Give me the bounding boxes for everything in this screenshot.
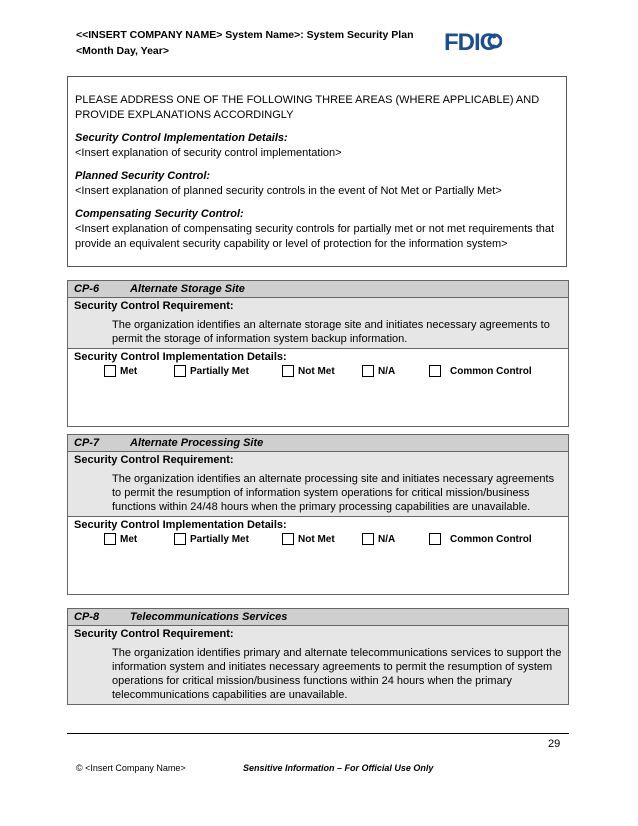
control-name: Alternate Storage Site [130, 283, 245, 295]
requirement-label: Security Control Requirement: [74, 628, 234, 640]
control-table-cp6 [67, 280, 569, 427]
footer-divider [67, 733, 569, 734]
footer-copyright: © <Insert Company Name> [76, 763, 186, 773]
implementation-label: Security Control Implementation Details: [74, 351, 287, 363]
fdic-logo [444, 27, 502, 55]
not-met-checkbox[interactable] [282, 365, 294, 377]
option-not-met[interactable] [282, 533, 335, 545]
option-label: Met [120, 533, 138, 545]
requirement-text: The organization identifies an alternate processing site and initiates necessary agreements to permit the resumption of information system operations for critical mission/business functions within 24/48 hours when the primary processing capabilities are unavailable. [112, 473, 555, 513]
option-label: Not Met [298, 365, 335, 377]
partially-met-checkbox[interactable] [174, 365, 186, 377]
met-checkbox[interactable] [104, 365, 116, 377]
control-table-cp7 [67, 434, 569, 595]
requirement-text: The organization identifies an alternate storage site and initiates necessary agreements to permit the storage of information system backup information. [112, 319, 550, 345]
control-title-bar [68, 281, 568, 298]
implementation-section[interactable] [68, 517, 568, 594]
option-common-control[interactable] [429, 365, 532, 377]
option-na[interactable] [362, 365, 395, 377]
common-control-checkbox[interactable] [429, 533, 441, 545]
impl-placeholder: <Insert explanation of security control implementation> [75, 147, 342, 159]
met-checkbox[interactable] [104, 533, 116, 545]
option-not-met[interactable] [282, 365, 335, 377]
requirement-label: Security Control Requirement: [74, 300, 234, 312]
control-id: CP-8 [74, 611, 100, 623]
option-label: Met [120, 365, 138, 377]
control-id: CP-6 [74, 283, 100, 295]
option-label: Common Control [450, 365, 532, 377]
control-title-bar [68, 435, 568, 452]
control-name: Telecommunications Services [130, 611, 288, 623]
footer-classification: Sensitive Information – For Official Use Only [243, 763, 434, 773]
control-title-bar [68, 609, 568, 626]
not-met-checkbox[interactable] [282, 533, 294, 545]
option-label: Not Met [298, 533, 335, 545]
option-label: Partially Met [190, 533, 249, 545]
requirement-section [68, 626, 568, 704]
partially-met-checkbox[interactable] [174, 533, 186, 545]
na-checkbox[interactable] [362, 365, 374, 377]
requirement-label: Security Control Requirement: [74, 454, 234, 466]
page-number: 29 [548, 738, 561, 750]
option-label: N/A [378, 365, 396, 377]
status-options [74, 364, 562, 380]
requirement-text: The organization identifies primary and alternate telecommunications services to support the information system and initiates necessary agreements to permit the resumption of system operations for critical mission/business functions within 24 hours when the primary telecommunications capabilities are unavailable. [112, 647, 562, 701]
implementation-section[interactable] [68, 349, 568, 426]
status-options [74, 532, 562, 548]
implementation-label: Security Control Implementation Details: [74, 519, 287, 531]
option-label: Common Control [450, 533, 532, 545]
control-id: CP-7 [74, 437, 100, 449]
compensating-placeholder: <Insert explanation of compensating security controls for partially met or not met requirements that provide an equivalent security capability or level of protection for the information system> [75, 223, 555, 250]
option-label: N/A [378, 533, 396, 545]
header-title: <<INSERT COMPANY NAME> System Name>: System Security Plan [76, 29, 414, 41]
requirement-section [68, 452, 568, 517]
option-partially-met[interactable] [174, 533, 249, 545]
option-met[interactable] [104, 365, 137, 377]
requirement-section [68, 298, 568, 349]
impl-heading: Security Control Implementation Details: [75, 132, 288, 144]
instruction-text: PLEASE ADDRESS ONE OF THE FOLLOWING THREE AREAS (WHERE APPLICABLE) AND PROVIDE EXPLANATIONS ACCORDINGLY [75, 94, 540, 121]
document-header [76, 27, 413, 59]
compensating-heading: Compensating Security Control: [75, 208, 244, 220]
option-na[interactable] [362, 533, 395, 545]
option-label: Partially Met [190, 365, 249, 377]
planned-heading: Planned Security Control: [75, 170, 211, 182]
option-met[interactable] [104, 533, 137, 545]
option-partially-met[interactable] [174, 365, 249, 377]
header-date: <Month Day, Year> [76, 45, 169, 57]
control-name: Alternate Processing Site [130, 437, 264, 449]
na-checkbox[interactable] [362, 533, 374, 545]
common-control-checkbox[interactable] [429, 365, 441, 377]
fdic-logo-text: FDIC [444, 29, 496, 55]
control-table-cp8 [67, 608, 569, 705]
instruction-box [67, 76, 567, 267]
option-common-control[interactable] [429, 533, 532, 545]
planned-placeholder: <Insert explanation of planned security controls in the event of Not Met or Partially Met> [75, 185, 502, 197]
